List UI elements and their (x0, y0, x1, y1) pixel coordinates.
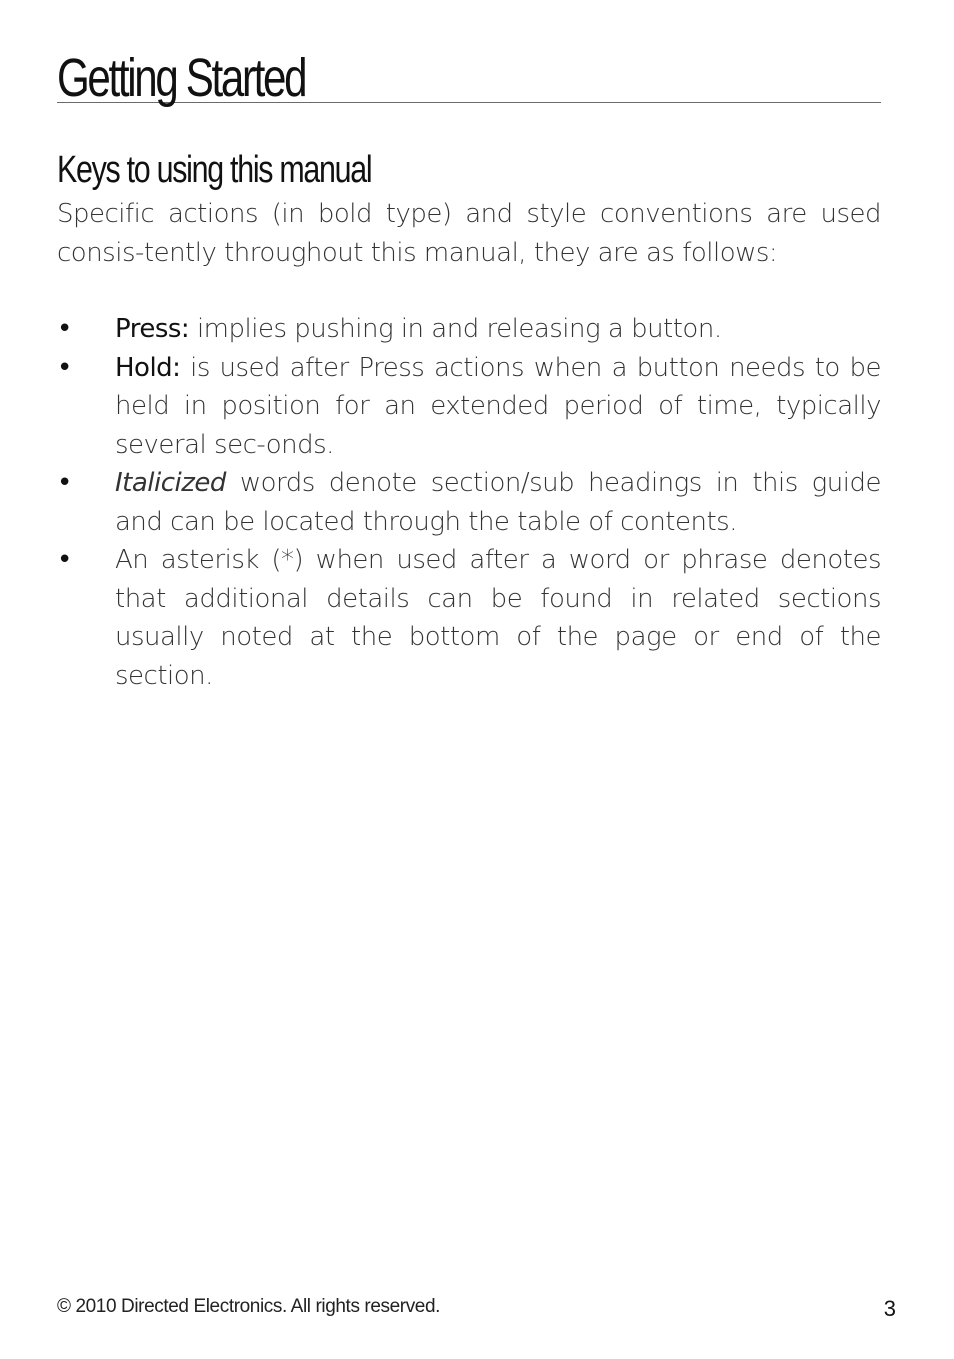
term-italicized: Italicized (115, 468, 226, 498)
page-title: Getting Started (57, 48, 306, 108)
bullet-icon: • (57, 314, 72, 344)
list-item-hold (57, 349, 881, 465)
bullet-icon: • (57, 468, 72, 498)
description-italicized: words denote section/sub headings in this guide and can be located through the table of contents. (115, 468, 881, 537)
bullet-icon: • (57, 545, 72, 575)
conventions-list (57, 310, 881, 695)
list-item-asterisk (57, 541, 881, 695)
term-press: Press: (115, 314, 190, 344)
description-press: implies pushing in and releasing a button. (189, 314, 722, 344)
page-title-row (57, 48, 881, 108)
description-asterisk: An asterisk (*) when used after a word or phrase denotes that additional details can be found in related sections usually noted at the bottom of the page or end of the section. (115, 545, 881, 691)
page-number: 3 (883, 1296, 896, 1321)
description-hold: is used after Press actions when a button needs to be held in position for an extended period of time, typically several sec-onds. (115, 352, 881, 460)
list-item-italicized (57, 464, 881, 541)
intro-paragraph: Specific actions (in bold type) and style conventions are used consis-tently throughout this manual, they are as follows: (57, 199, 881, 268)
bullet-icon: • (57, 352, 72, 383)
footer-copyright: © 2010 Directed Electronics. All rights reserved. (57, 1296, 441, 1317)
section-title: Keys to using this manual (57, 149, 372, 191)
list-item-press (57, 310, 881, 349)
term-hold: Hold: (115, 352, 181, 383)
